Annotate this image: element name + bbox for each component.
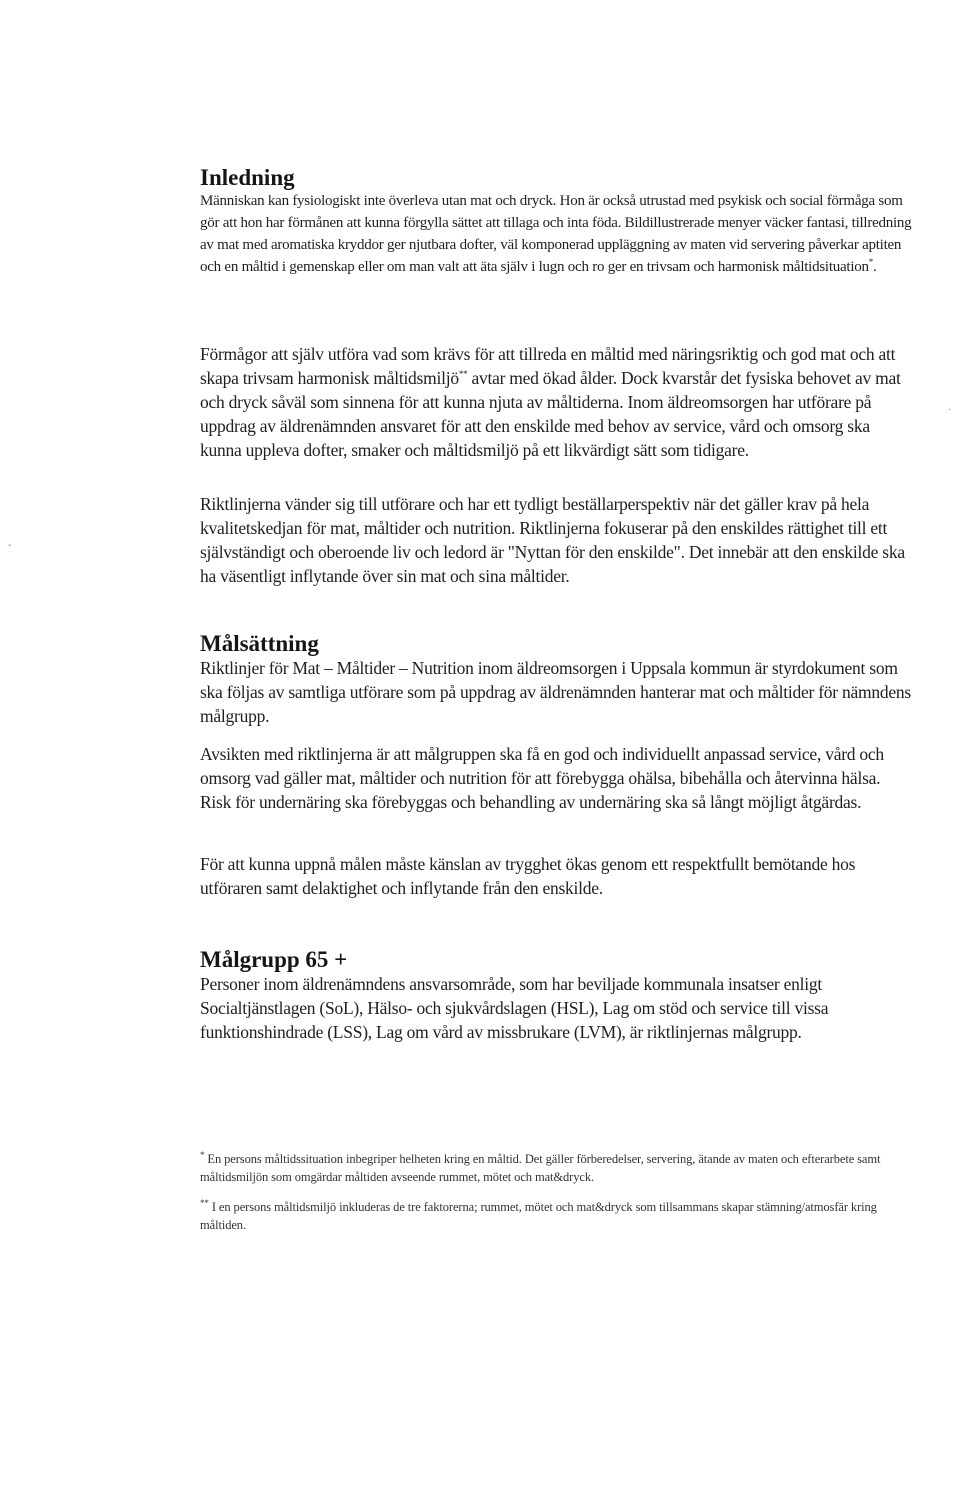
inledning-paragraph-1-text: Människan kan fysiologiskt inte överleva utan mat och dryck. Hon är också utrustad med psykisk och social förmåga som gör att hon har förmånen att kunna förgylla sättet att tillaga och inta föda. Bildillustrerade menyer väcker fantasi, tillredning av mat med aromatiska kryddor ger njutbara dofter, väl komponerad uppläggning av maten vid servering påverkar aptiten och en måltid i gemenskap eller om man valt att äta själv i lugn och ro ger en trivsam och harmonisk måltidsituation (200, 193, 912, 275)
section-malgrupp (200, 948, 912, 1044)
section-malsattning-p2 (200, 742, 912, 814)
inledning-paragraph-3: Riktlinjerna vänder sig till utförare och har ett tydligt beställarperspektiv när det gäller krav på hela kvalitetskedjan för mat, måltider och nutrition. Riktlinjerna fokuserar på den enskildes rättighet till ett självständigt och oberoende liv och ledord är "Nyttan för den enskilde". Det innebär att den enskilde ska ha väsentligt inflytande över sin mat och sina måltider. (200, 494, 905, 586)
malsattning-paragraph-1: Riktlinjer för Mat – Måltider – Nutrition inom äldreomsorgen i Uppsala kommun är styrdokument som ska följas av samtliga utförare som på uppdrag av äldrenämnden hanterar mat och måltider för nämndens målgrupp. (200, 658, 911, 726)
malsattning-paragraph-2: Avsikten med riktlinjerna är att målgruppen ska få en god och individuellt anpassad service, vård och omsorg vad gäller mat, måltider och nutrition för att förebygga ohälsa, bibehålla och återvinna hälsa. Risk för undernäring ska förebyggas och behandling av undernäring ska så långt möjligt åtgärdas. (200, 744, 884, 812)
inledning-paragraph-2 (200, 342, 912, 462)
section-inledning-p2 (200, 342, 912, 462)
footnote-1-mark: * (200, 1149, 205, 1160)
footnote-1-text: En persons måltidssituation inbegriper helheten kring en måltid. Det gäller förberedelser, servering, ätande av maten och efterarbete samt måltidsmiljön som omgärdar måltiden avseende rummet, mötet och mat&dryck. (200, 1152, 881, 1184)
margin-tick-mark-right: · (948, 404, 952, 415)
section-malsattning-p3 (200, 852, 912, 900)
inledning-paragraph-1-end: . (873, 259, 877, 275)
heading-malgrupp: Målgrupp 65 + (200, 947, 348, 972)
inledning-paragraph-1 (200, 190, 912, 278)
heading-malsattning: Målsättning (200, 631, 319, 656)
footnote-ref-2: ** (458, 369, 468, 380)
footnote-2 (200, 1198, 912, 1234)
malgrupp-paragraph-1: Personer inom äldrenämndens ansvarsområde, som har beviljade kommunala insatser enligt Socialtjänstlagen (SoL), Hälso- och sjukvårdslagen (HSL), Lag om stöd och service till vissa funktionshindrade (LSS), Lag om vård av missbrukare (LVM), är riktlinjernas målgrupp. (200, 974, 829, 1042)
margin-tick-mark: - (8, 540, 12, 551)
footnote-2-text-block (200, 1198, 912, 1234)
footnote-2-mark: ** (200, 1197, 209, 1208)
section-inledning-p3 (200, 492, 912, 588)
footnote-2-text: I en persons måltidsmiljö inkluderas de tre faktorerna; rummet, mötet och mat&dryck som tillsammans skapar stämning/atmosfär kring måltiden. (200, 1200, 877, 1232)
inledning-paragraph-2-text-b: avtar med ökad ålder. Dock kvarstår det fysiska behovet av mat och dryck såväl som sinnena för att kunna njuta av måltiderna. Inom äldreomsorgen har utförare på uppdrag av äldrenämnden ansvaret för att den enskilde med behov av service, vård och omsorg ska kunna uppleva dofter, smaker och måltidsmiljö på ett likvärdigt sätt som tidigare. (200, 368, 901, 460)
footnote-1-text-block (200, 1150, 912, 1186)
heading-inledning: Inledning (200, 165, 295, 190)
malsattning-paragraph-3: För att kunna uppnå målen måste känslan av trygghet ökas genom ett respektfullt bemötande hos utföraren samt delaktighet och inflytande från den enskilde. (200, 854, 856, 898)
section-malsattning (200, 632, 912, 728)
section-inledning (200, 166, 912, 278)
footnote-ref-1: * (868, 257, 873, 267)
inledning-paragraph-2-text-a: Förmågor att själv utföra vad som krävs för att tillreda en måltid med näringsriktig och god mat och att skapa trivsam harmonisk måltidsmiljö (200, 344, 896, 388)
footnote-1 (200, 1150, 912, 1186)
